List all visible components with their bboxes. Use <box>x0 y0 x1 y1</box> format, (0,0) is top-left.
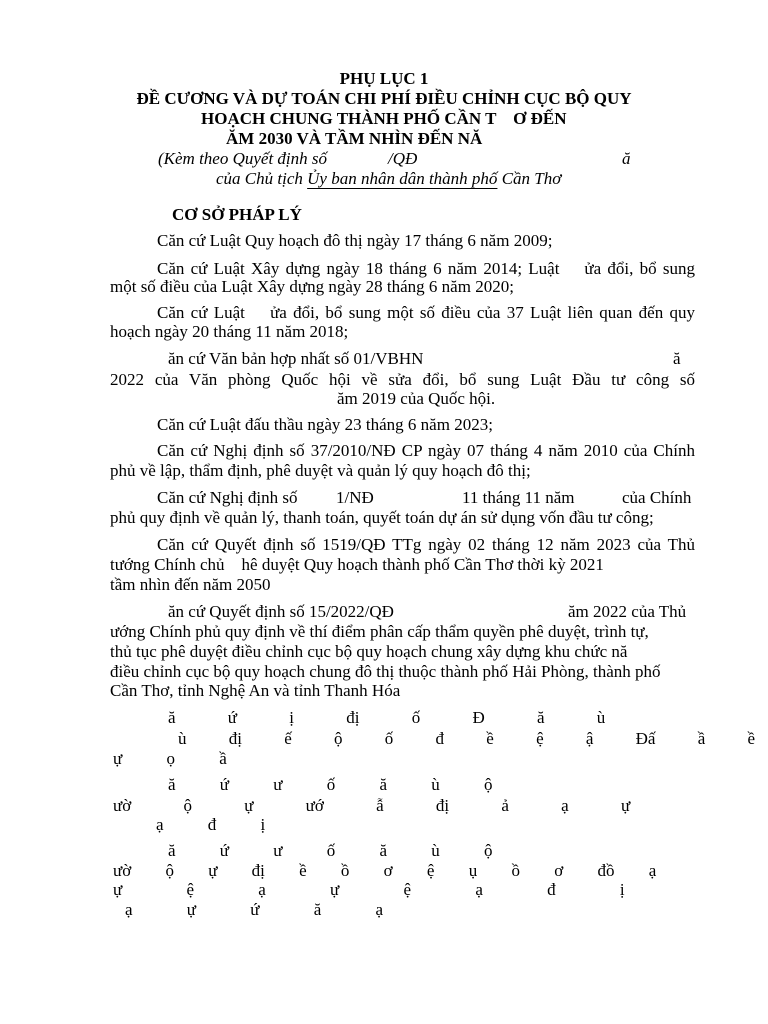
fragment-row-a3: ự ọ ầ <box>113 749 227 768</box>
para-2-line-1: Căn cứ Luật Xây dựng ngày 18 tháng 6 năm 2014; Luật ửa đổi, bổ sung <box>157 259 695 278</box>
fragment-row-a1: ă ứ ị đị ố Đ ă ù <box>168 708 606 727</box>
para-9-line-1a: ăn cứ Quyết định số 15/2022/QĐ <box>168 602 394 621</box>
para-3-line-2: hoạch ngày 20 tháng 11 năm 2018; <box>110 322 349 341</box>
para-9-line-2: ướng Chính phủ quy định về thí điểm phân cấp thẩm quyền phê duyệt, trình tự, <box>110 622 649 641</box>
attachment-note-line-2 <box>216 168 561 190</box>
para-6-line-2: phủ về lập, thẩm định, phê duyệt và quản lý quy hoạch đô thị; <box>110 461 531 480</box>
fragment-row-c2: ườ ộ ự đị ề ồ ơ ệ ụ ồ ơ đồ ạ <box>113 861 657 880</box>
document-title-line-2: HOẠCH CHUNG THÀNH PHỐ CẦN T Ơ ĐẾN <box>201 109 567 128</box>
para-5-line-1: Căn cứ Luật đấu thầu ngày 23 tháng 6 năm 2023; <box>157 415 493 434</box>
para-3-line-1: Căn cứ Luật ửa đổi, bổ sung một số điều của 37 Luật liên quan đến quy <box>157 303 695 322</box>
para-2-line-2: một số điều của Luật Xây dựng ngày 28 tháng 6 năm 2020; <box>110 277 514 296</box>
para-4-line-2: 2022 của Văn phòng Quốc hội về sửa đổi, bổ sung Luật Đầu tư công số <box>110 370 695 389</box>
para-9-line-3: thủ tục phê duyệt điều chỉnh cục bộ quy hoạch chung xây dựng khu chức nă <box>110 642 628 661</box>
section-title: CƠ SỞ PHÁP LÝ <box>172 205 302 224</box>
para-9-line-4: điều chỉnh cục bộ quy hoạch chung đô thị thuộc thành phố Hải Phòng, thành phố <box>110 662 661 681</box>
fragment-row-b2: ườ ộ ự ướ ẫ đị ả ạ ự <box>113 796 631 815</box>
para-4-line-1a: ăn cứ Văn bản hợp nhất số 01/VBHN <box>168 349 424 368</box>
fragment-row-c1: ă ứ ư ố ă ù ộ <box>168 841 493 860</box>
annex-title: PHỤ LỤC 1 <box>339 69 429 88</box>
para-6-line-1: Căn cứ Nghị định số 37/2010/NĐ CP ngày 07 tháng 4 năm 2010 của Chính <box>157 441 695 460</box>
attachment-note-part-1: (Kèm theo Quyết định số <box>158 149 328 168</box>
para-8-line-1: Căn cứ Quyết định số 1519/QĐ TTg ngày 02 tháng 12 năm 2023 của Thủ <box>157 535 695 554</box>
para-9-line-5: Cần Thơ, tỉnh Nghệ An và tỉnh Thanh Hóa <box>110 681 401 700</box>
fragment-row-b3: ạ đ ị <box>156 815 266 834</box>
fragment-row-a2: ù đị ế ộ ố đ ề ệ ậ Đấ ầ ề <box>178 729 756 748</box>
document-title-line-3: ĂM 2030 VÀ TẦM NHÌN ĐẾN NĂ <box>226 129 483 148</box>
fragment-row-b1: ă ứ ư ố ă ù ộ <box>168 775 493 794</box>
attachment-issuer-prefix: của Chủ tịch <box>216 169 308 188</box>
para-8-line-3: tầm nhìn đến năm 2050 <box>110 575 271 594</box>
attachment-note-part-2: /QĐ <box>388 149 418 168</box>
para-4-line-3: ăm 2019 của Quốc hội. <box>337 389 496 408</box>
fragment-row-c3: ự ệ ạ ự ệ ạ đ ị <box>113 880 625 899</box>
attachment-note-part-3: ă <box>622 149 631 168</box>
para-9-line-1b: ăm 2022 của Thủ <box>568 602 687 621</box>
para-7-line-2: phủ quy định về quản lý, thanh toán, quyết toán dự án sử dụng vốn đầu tư công; <box>110 508 654 527</box>
para-7-line-1a: Căn cứ Nghị định số <box>157 488 298 507</box>
para-7-line-1d: của Chính <box>622 488 692 507</box>
document-title-line-1: ĐỀ CƯƠNG VÀ DỰ TOÁN CHI PHÍ ĐIỀU CHỈNH CỤC BỘ QUY <box>136 89 632 108</box>
para-8-line-2: tướng Chính chủ hê duyệt Quy hoạch thành phố Cần Thơ thời kỳ 2021 <box>110 555 604 574</box>
fragment-row-c4: ạ ự ứ ă ạ <box>125 900 384 919</box>
para-7-line-1b: 1/NĐ <box>336 488 374 507</box>
para-1-line-1: Căn cứ Luật Quy hoạch đô thị ngày 17 tháng 6 năm 2009; <box>157 231 553 250</box>
para-4-line-1b: ă <box>673 349 681 368</box>
attachment-issuer-underlined: Ủy ban nhân dân thành phố <box>307 169 498 188</box>
attachment-issuer-suffix: Cần Thơ <box>497 169 562 188</box>
para-7-line-1c: 11 tháng 11 năm <box>462 488 575 507</box>
